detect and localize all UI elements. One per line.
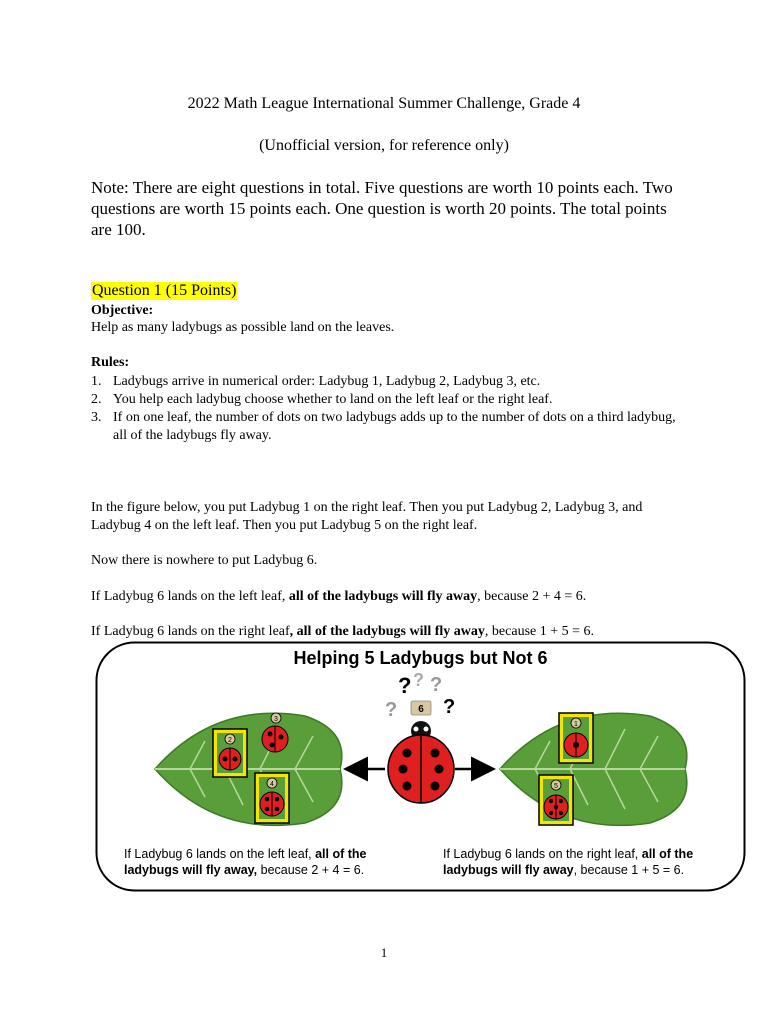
page-number: 1 [380, 945, 388, 960]
rule-item [91, 391, 681, 409]
left-leaf-paragraph [91, 588, 691, 606]
caption-left-text-end: because 2 + 4 = 6. [257, 863, 365, 877]
caption-right-bold: all of the [641, 847, 694, 861]
figure-title: Helping 5 Ladybugs but Not 6 [293, 648, 548, 668]
document-title: 2022 Math League International Summer Challenge, Grade 4 [187, 95, 581, 112]
rule-text: Ladybugs arrive in numerical order: Ladybug 1, Ladybug 2, Ladybug 3, etc. [113, 374, 541, 389]
figure-caption-left [124, 846, 404, 878]
document-subtitle: (Unofficial version, for reference only) [259, 137, 509, 154]
ladybug-5 [539, 775, 573, 825]
question-mark-icon: ? [443, 696, 456, 718]
ladybug-5-number: 5 [554, 783, 558, 790]
rule-text: If on one leaf, the number of dots on two ladybugs adds up to the number of dots on a third ladybug, all of the ladybugs fly away. [113, 410, 676, 443]
right-leaf-text: If Ladybug 6 lands on the right leaf [91, 624, 290, 639]
rule-number: 3. [91, 410, 102, 425]
question-mark-icon: ? [385, 699, 398, 721]
right-leaf-text-end: , because 1 + 5 = 6. [484, 624, 595, 639]
caption-left-bold: all of the [315, 847, 367, 861]
objective-text: Help as many ladybugs as possible land on the leaves. [91, 320, 395, 335]
ladybug-1 [559, 713, 593, 763]
figure-description-paragraph: In the figure below, you put Ladybug 1 on the right leaf. Then you put Ladybug 2, Ladybug 3, and Ladybug 4 on the left leaf. Then you put Ladybug 5 on the right leaf. [91, 500, 643, 533]
rule-item [91, 409, 681, 445]
figure-caption-right [443, 846, 733, 878]
caption-right-text-end: , because 1 + 5 = 6. [573, 863, 685, 877]
question-mark-icon: ? [430, 674, 443, 696]
left-leaf-bold: all of the ladybugs will fly away [288, 589, 478, 604]
left-leaf-text: If Ladybug 6 lands on the left leaf, [91, 589, 289, 604]
right-leaf-paragraph [91, 623, 691, 641]
ladybug-6-number: 6 [418, 704, 424, 715]
ladybug-3-number: 3 [274, 716, 278, 723]
ladybug-4 [255, 773, 289, 823]
question-1-heading: Question 1 (15 Points) [92, 282, 237, 299]
rule-number: 2. [91, 392, 102, 407]
ladybug-2-number: 2 [228, 737, 232, 744]
ladybug-4-number: 4 [270, 781, 274, 788]
caption-right-bold-2: ladybugs will fly away [443, 863, 574, 877]
caption-right-text: If Ladybug 6 lands on the right leaf, [443, 847, 642, 861]
right-leaf-bold: , all of the ladybugs will fly away [289, 624, 485, 639]
nowhere-paragraph: Now there is nowhere to put Ladybug 6. [91, 553, 318, 568]
question-mark-icon: ? [413, 670, 424, 690]
ladybug-2 [213, 729, 247, 777]
rule-number: 1. [91, 374, 102, 389]
left-leaf-text-end: , because 2 + 4 = 6. [477, 589, 587, 604]
caption-left-bold-2: ladybugs will fly away, [124, 863, 258, 877]
rule-item [91, 373, 681, 391]
rule-text: You help each ladybug choose whether to land on the left leaf or the right leaf. [113, 392, 553, 407]
question-mark-icon: ? [398, 673, 412, 698]
caption-left-text: If Ladybug 6 lands on the left leaf, [124, 847, 316, 861]
ladybug-1-number: 1 [574, 721, 578, 728]
note-paragraph: Note: There are eight questions in total. Five questions are worth 10 points each. Two questions are worth 15 points each. One question is worth 20 points. The total points are 100. [91, 178, 673, 239]
objective-label: Objective: [91, 303, 154, 318]
rules-label: Rules: [91, 355, 130, 370]
